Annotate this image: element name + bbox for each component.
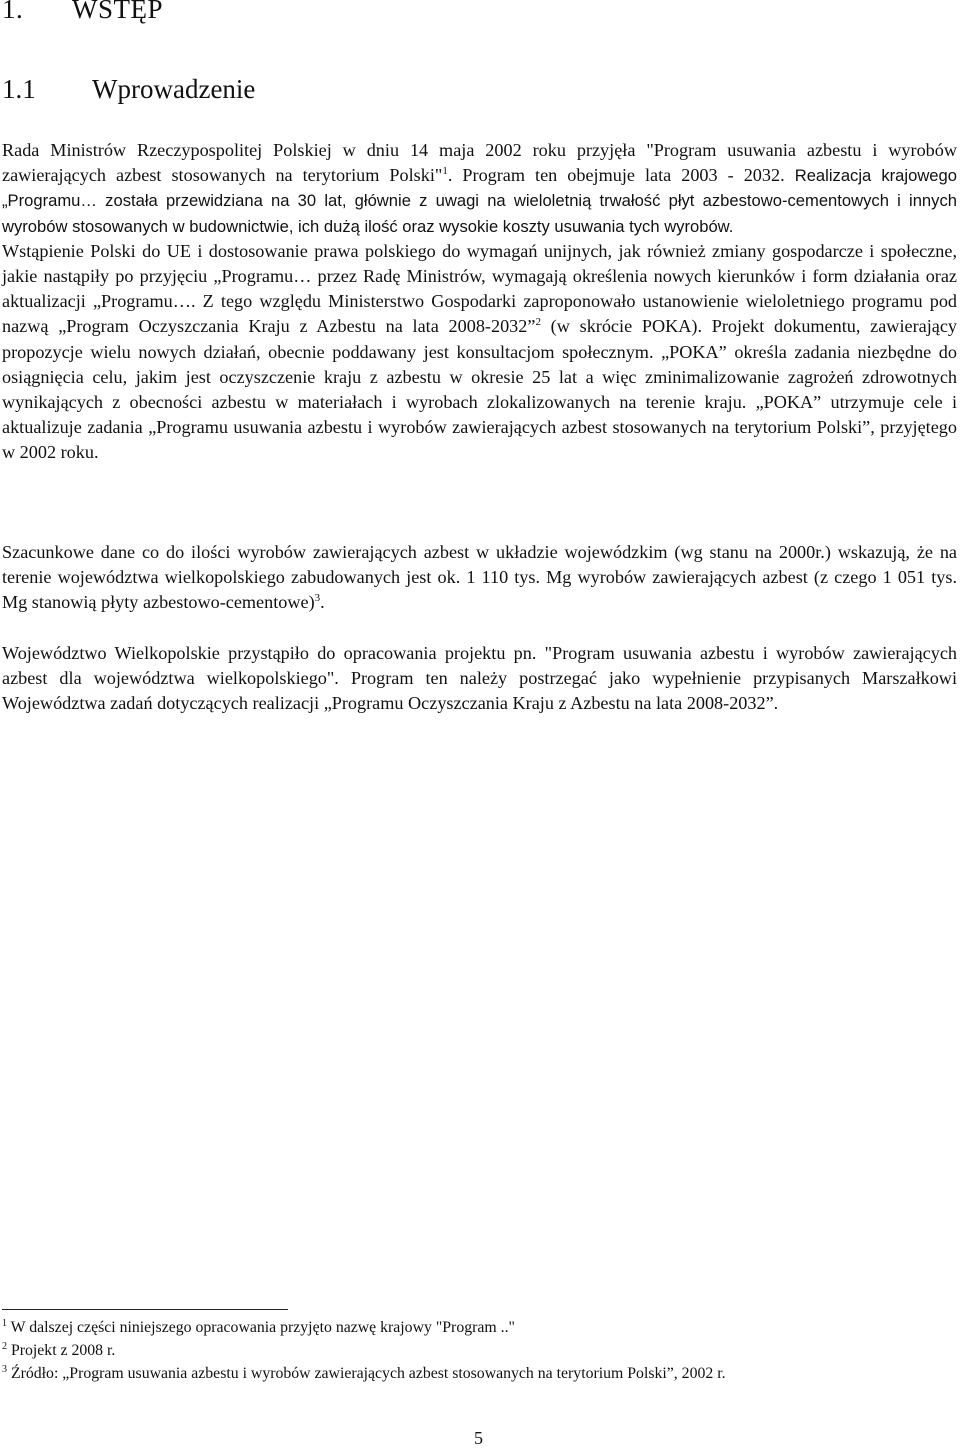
- intro-text-f: (w skrócie POKA).: [540, 316, 703, 337]
- voivodeship-paragraph: [2, 641, 957, 717]
- estimate-paragraph: [2, 540, 957, 616]
- footnote-separator: [2, 1309, 288, 1310]
- intro-paragraph: [2, 138, 957, 466]
- estimate-text: Szacunkowe dane co do ilości wyrobów zawierających azbest w układzie wojewódzkim (wg stanu na 2000r.) wskazują, że na terenie województwa wielkopolskiego zabudowanych jest ok. 1 110 tys. Mg wyrobów zawierających azbest (z czego 1 051 tys. Mg stanowią płyty azbestowo-cementowe): [2, 542, 957, 613]
- footnote-text: Projekt z 2008 r.: [7, 1342, 116, 1359]
- footnote-text: Źródło: „Program usuwania azbestu i wyrobów zawierających azbest stosowanych na terytorium Polski”, 2002 r.: [7, 1365, 726, 1382]
- subsection-number: 1.1: [2, 74, 36, 104]
- footnote-ref-3: 3: [314, 592, 321, 605]
- footnote-ref-2: 2: [535, 316, 541, 329]
- footnote-mark: 2: [2, 1341, 7, 1352]
- section-heading: [2, 0, 163, 25]
- intro-text-d: Wstąpienie Polski do UE i dostosowanie prawa polskiego do wymagań unijnych, jak również zmiany gospodarcze i społeczne, jakie nastąpiły po przyjęciu „Programu… przez Radę Ministrów, wymagają określenia nowych kierunków i form działania oraz aktualizacji „Programu….: [2, 240, 957, 312]
- footnotes: [2, 1316, 957, 1385]
- intro-text-e: Z tego względu Ministerstwo Gospodarki zaproponowało ustanowienie wieloletniego programu pod nazwą „Program Oczyszczania Kraju z Azbestu na lata 2008-2032”: [2, 291, 958, 337]
- footnote-text: W dalszej części niniejszego opracowania przyjęto nazwę krajowy "Program ..": [7, 1319, 515, 1336]
- intro-text-b: . Program ten obejmuje lata 2003 - 2032.: [447, 165, 785, 186]
- section-title: WSTĘP: [72, 0, 164, 24]
- footnote-mark: 3: [2, 1364, 7, 1375]
- footnote-1: [2, 1316, 957, 1339]
- footnote-3: [2, 1362, 957, 1385]
- footnote-mark: 1: [2, 1318, 7, 1329]
- section-number: 1.: [2, 0, 24, 24]
- subsection-title: Wprowadzenie: [92, 74, 256, 104]
- voivodeship-text: Województwo Wielkopolskie przystąpiło do opracowania projektu pn. "Program usuwania azbestu i wyrobów zawierających azbest dla województwa wielkopolskiego". Program ten należy postrzegać jako wypełnienie przypisanych Marszałkowi Województwa zadań dotyczących realizacji „Programu Oczyszczania Kraju z Azbestu na lata 2008-2032”.: [2, 643, 957, 714]
- footnote-2: [2, 1339, 957, 1362]
- page-number: 5: [474, 1428, 483, 1448]
- intro-text-c: Realizacja krajowego „Programu… została przewidziana na 30 lat, głównie z uwagi na wieloletnią trwałość płyt azbestowo-cementowych i innych wyrobów stosowanych w budownictwie, ich dużą ilość oraz wysokie koszty usuwania tych wyrobów.: [2, 166, 957, 236]
- intro-text-g: Projekt dokumentu, zawierający propozycje wielu nowych działań, obecnie poddawany jest konsultacjom społecznym. „POKA” określa zadania niezbędne do osiągnięcia celu, jakim jest oczyszczenie kraju z azbestu w okresie 25 lat a więc zminimalizowanie zagrożeń zdrowotnych wynikających z obecności azbestu w materiałach i wyrobach zlokalizowanych na terenie kraju. „POKA” utrzymuje cele i aktualizuje zadania „Programu usuwania azbestu i wyrobów zawierających azbest stosowanych na terytorium Polski”, przyjętego w 2002 roku.: [2, 316, 957, 463]
- subsection-heading: [2, 74, 255, 105]
- intro-text-a: Rada Ministrów Rzeczypospolitej Polskiej w dniu 14 maja 2002 roku przyjęła "Program usuwania azbestu i wyrobów zawierających azbest stosowanych na terytorium Polski": [2, 140, 957, 186]
- estimate-text-end: .: [320, 592, 325, 613]
- footnote-ref-1: 1: [442, 165, 448, 178]
